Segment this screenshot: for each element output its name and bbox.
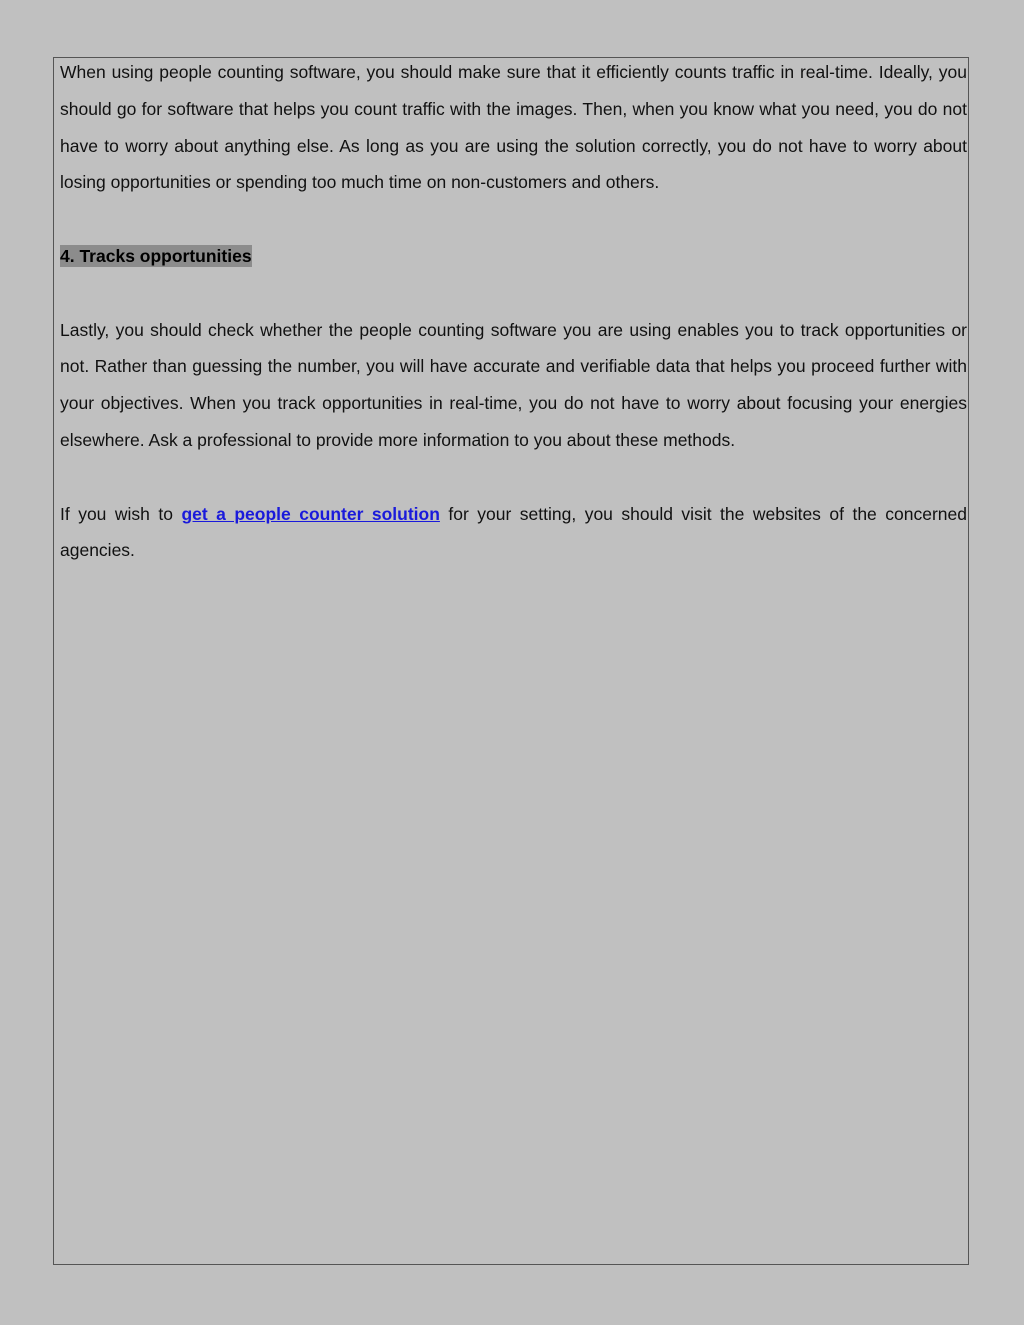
spacer bbox=[60, 201, 967, 238]
paragraph-tracks-opportunities: Lastly, you should check whether the people counting software you are using enables you to track opportunities or not. Rather than guessing the number, you will have accurate and verifiable data that helps you proceed further with your objectives. When you track opportunities in real-time, you do not have to worry about focusing your energies elsewhere. Ask a professional to provide more information to you about these methods. bbox=[60, 319, 967, 450]
closing-text-after: for your setting, you should visit the websites of the concerned agencies. bbox=[60, 503, 967, 561]
paragraph-closing bbox=[60, 496, 967, 570]
paragraph-intro: When using people counting software, you should make sure that it efficiently counts traffic in real-time. Ideally, you should go for software that helps you count traffic with the images. Then, when you know what you need, you do not have to worry about anything else. As long as you are using the solution correctly, you do not have to worry about losing opportunities or spending too much time on non-customers and others. bbox=[60, 62, 967, 193]
document-body bbox=[60, 54, 967, 569]
closing-text-before: If you wish to bbox=[60, 503, 182, 524]
people-counter-solution-link[interactable]: get a people counter solution bbox=[181, 503, 440, 524]
section-heading: 4. Tracks opportunities bbox=[60, 245, 252, 266]
spacer bbox=[60, 275, 967, 312]
spacer bbox=[60, 459, 967, 496]
section-heading-wrapper bbox=[60, 238, 967, 275]
